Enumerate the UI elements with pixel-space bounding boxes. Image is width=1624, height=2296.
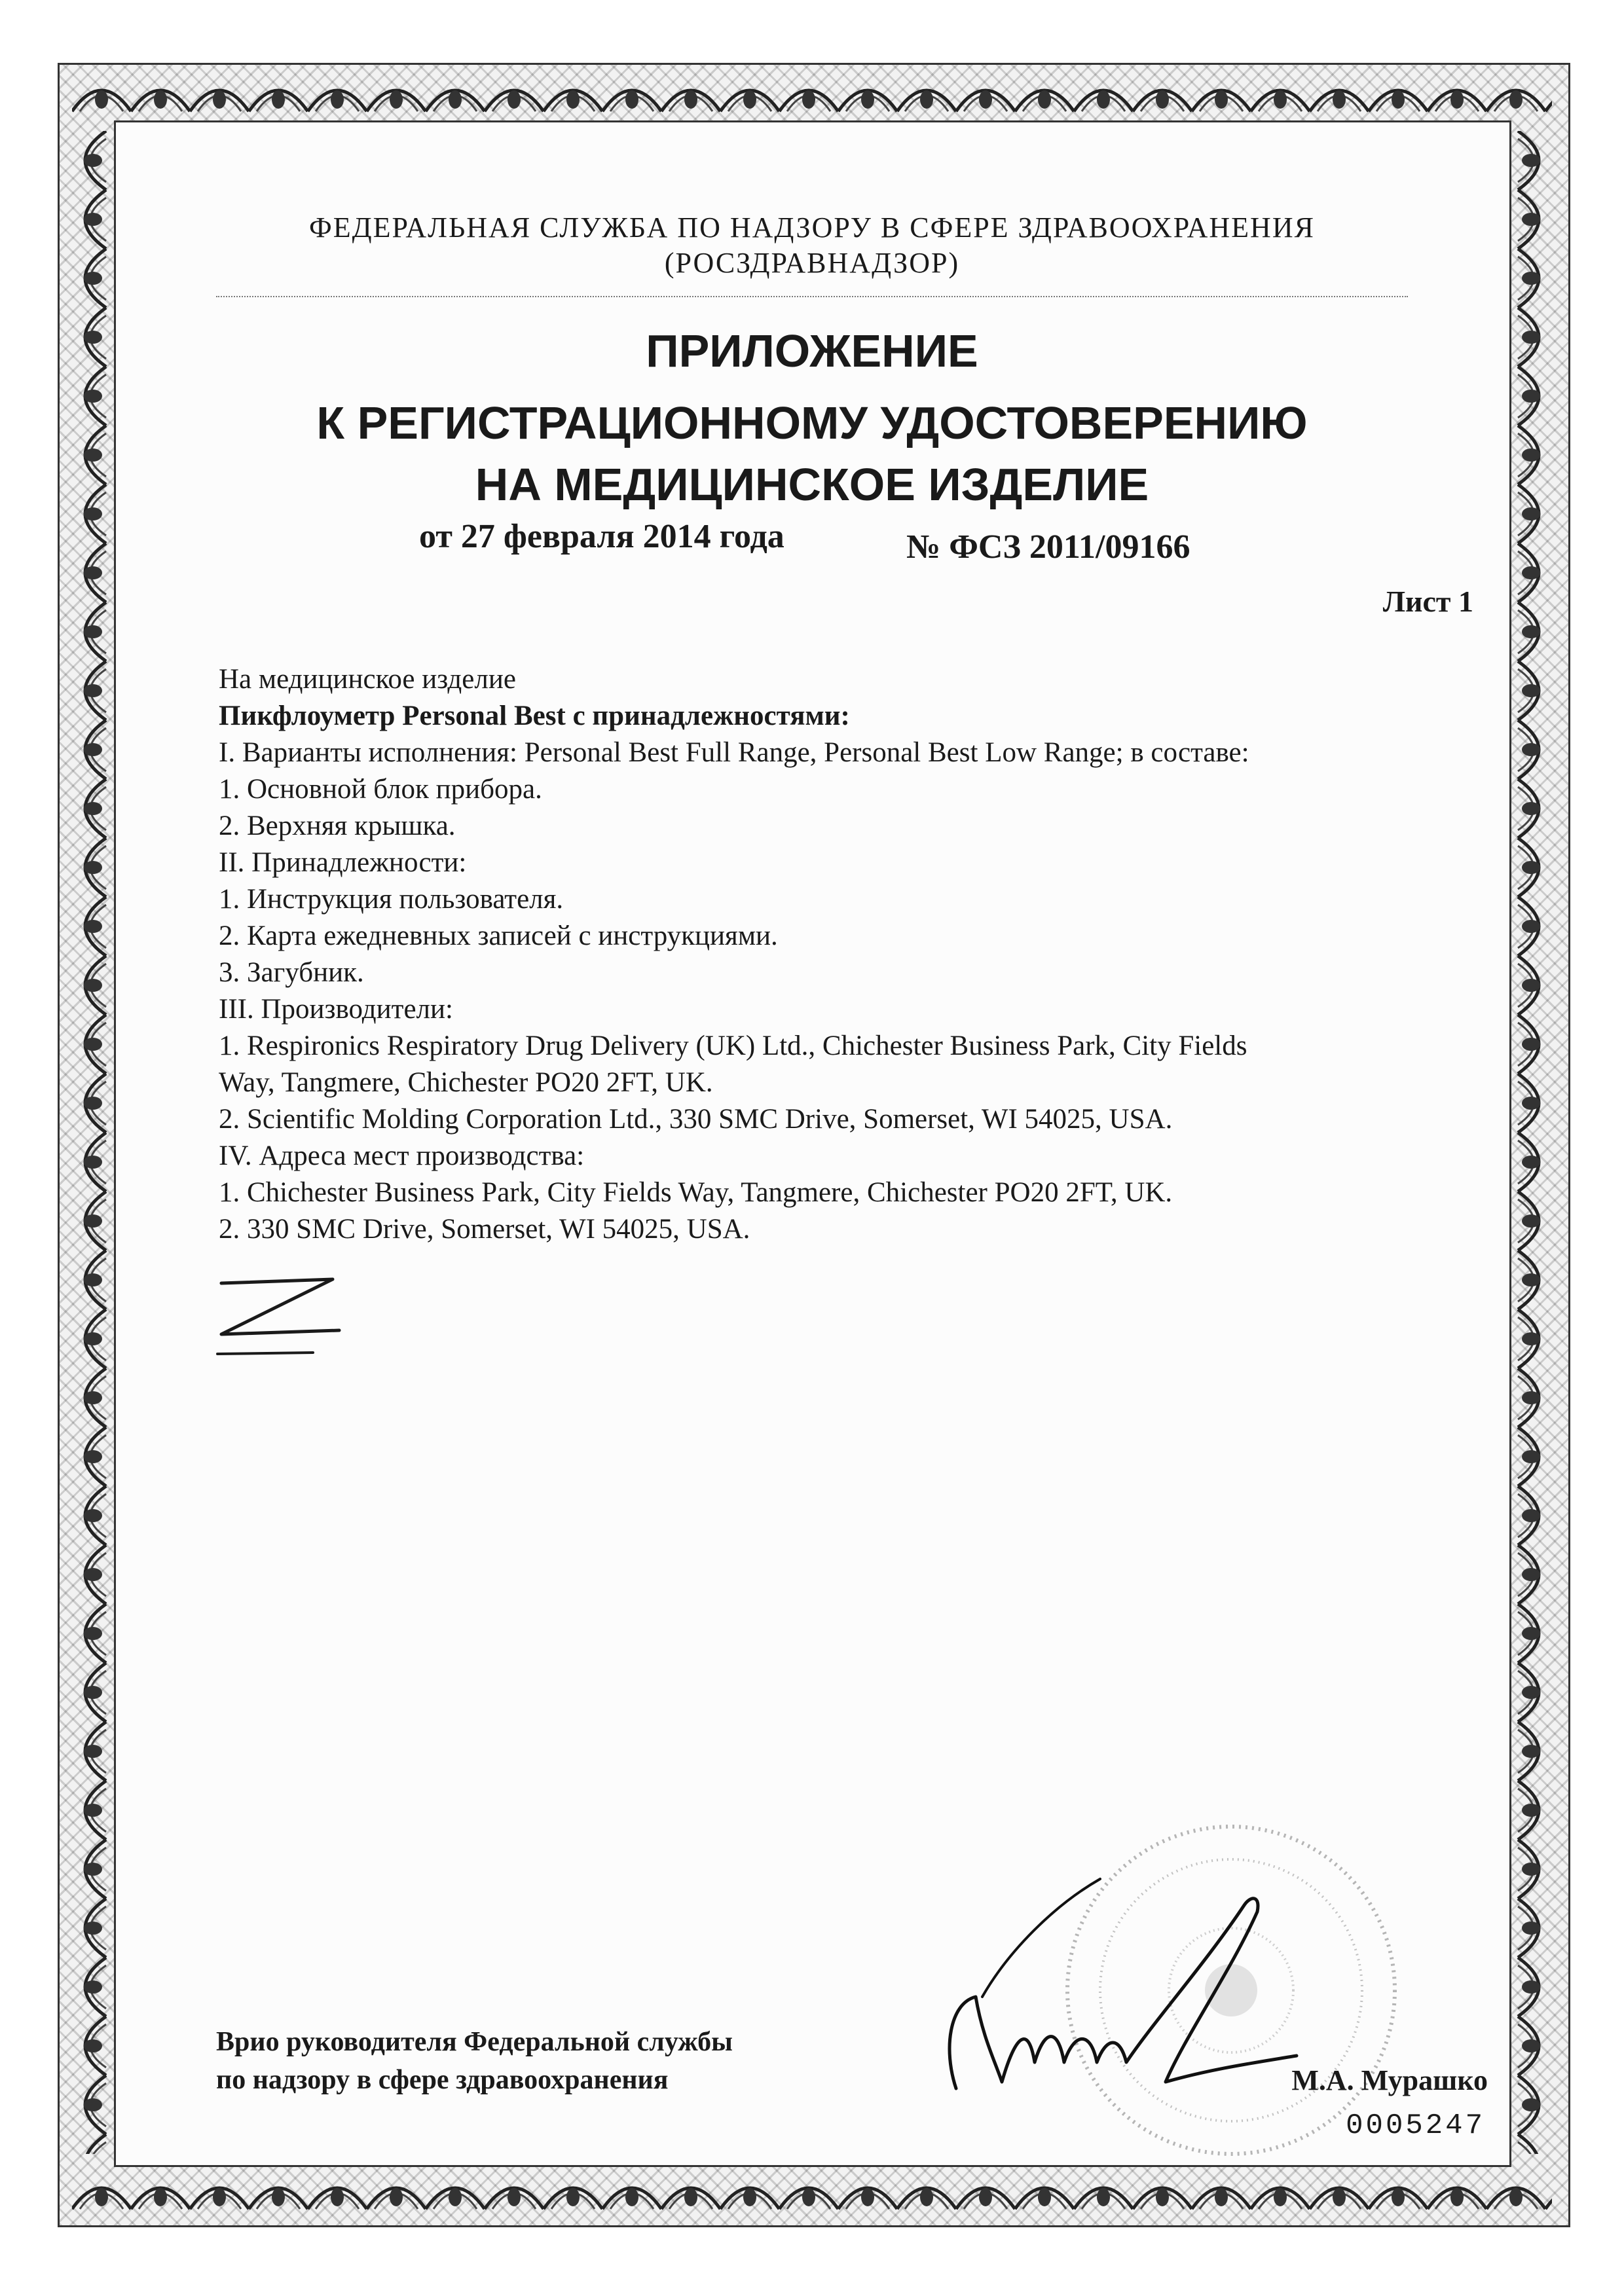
body-line: III. Производители: xyxy=(219,994,453,1025)
body-line: 1. Chichester Business Park, City Fields Way, Tangmere, Chichester PO20 2FT, UK. xyxy=(219,1177,1173,1208)
body-line: II. Принадлежности: xyxy=(219,847,467,878)
body-line: 1. Основной блок прибора. xyxy=(219,774,542,805)
body-line: 1. Инструкция пользователя. xyxy=(219,884,564,915)
body-line: IV. Адреса мест производства: xyxy=(219,1140,585,1171)
signer-position-line1: Врио руководителя Федеральной службы xyxy=(216,2027,733,2057)
header-divider xyxy=(216,296,1408,297)
body-line: 2. Верхняя крышка. xyxy=(219,811,456,841)
intro-line: На медицинское изделие xyxy=(219,664,516,695)
body-line: 3. Загубник. xyxy=(219,957,364,988)
z-end-mark xyxy=(208,1257,346,1362)
sheet-number: Лист 1 xyxy=(1382,585,1473,618)
document-body xyxy=(219,661,1450,1248)
body-line: 2. Карта ежедневных записей с инструкциями. xyxy=(219,920,778,951)
agency-abbreviation: (РОСЗДРАВНАДЗОР) xyxy=(664,247,960,279)
product-name: Пикфлоуметр Personal Best с принадлежностями: xyxy=(219,701,850,731)
body-line: 2. Scientific Molding Corporation Ltd., 330 SMC Drive, Somerset, WI 54025, USA. xyxy=(219,1104,1173,1135)
body-line: Way, Tangmere, Chichester PO20 2FT, UK. xyxy=(219,1067,713,1098)
document-subtitle-line1: К РЕГИСТРАЦИОННОМУ УДОСТОВЕРЕНИЮ xyxy=(316,397,1308,448)
signer-position xyxy=(216,2023,733,2099)
registration-number: № ФСЗ 2011/09166 xyxy=(906,528,1190,566)
document-title: ПРИЛОЖЕНИЕ xyxy=(646,325,978,376)
handwritten-signature xyxy=(904,1866,1349,2115)
signer-name: М.А. Мурашко xyxy=(1291,2064,1488,2096)
body-line: 1. Respironics Respiratory Drug Delivery (UK) Ltd., Chichester Business Park, City Fields xyxy=(219,1030,1247,1061)
form-serial-number: 0005247 xyxy=(1346,2109,1485,2142)
signer-position-line2: по надзору в сфере здравоохранения xyxy=(216,2065,669,2095)
body-line: 2. 330 SMC Drive, Somerset, WI 54025, USA. xyxy=(219,1214,750,1245)
agency-name: ФЕДЕРАЛЬНАЯ СЛУЖБА ПО НАДЗОРУ В СФЕРЕ ЗДРАВООХРАНЕНИЯ xyxy=(309,211,1315,244)
issue-date: от 27 февраля 2014 года xyxy=(419,518,784,555)
body-line: I. Варианты исполнения: Personal Best Full Range, Personal Best Low Range; в составе: xyxy=(219,737,1249,768)
border-ornament-top xyxy=(72,73,1552,115)
border-ornament-bottom xyxy=(72,2171,1552,2213)
document-subtitle-line2: НА МЕДИЦИНСКОЕ ИЗДЕЛИЕ xyxy=(475,459,1149,510)
